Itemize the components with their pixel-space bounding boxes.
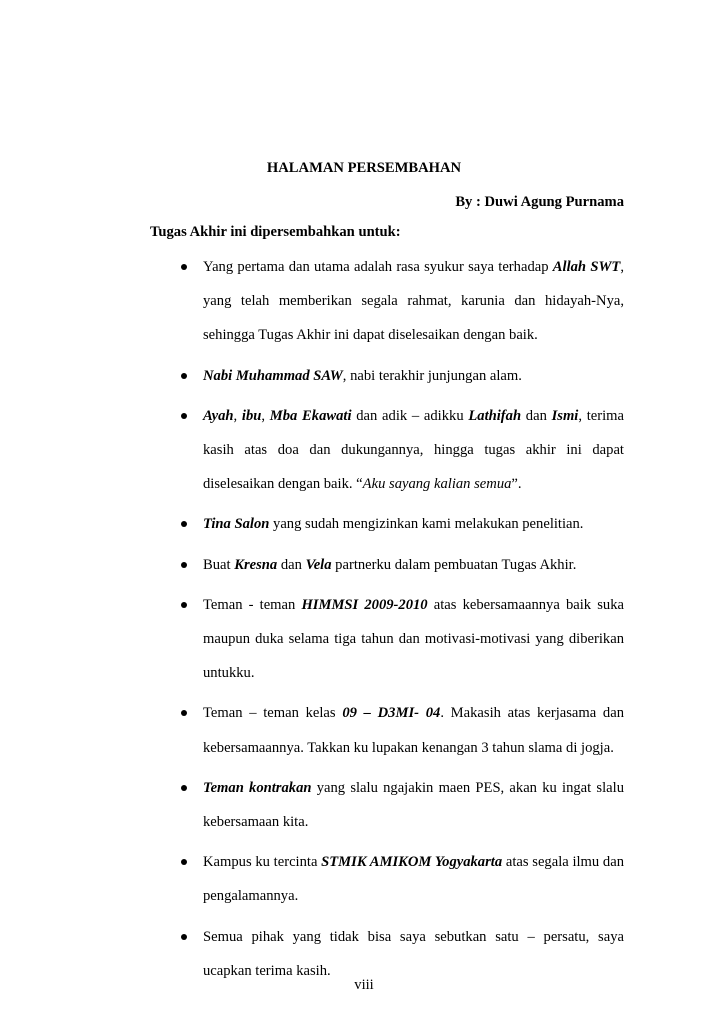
text-segment: yang sudah mengizinkan kami melakukan penelitian. — [269, 516, 584, 533]
text-segment: Teman - teman — [203, 596, 302, 613]
emphasis-text: Aku sayang kalian semua — [362, 476, 512, 493]
text-segment: , — [233, 407, 242, 424]
bullet-icon — [181, 934, 187, 940]
emphasis-text: Allah SWT — [552, 259, 621, 275]
list-item — [150, 359, 624, 393]
bullet-icon — [181, 413, 187, 419]
bullet-icon — [181, 521, 187, 527]
text-segment: ”. — [511, 476, 522, 493]
text-segment: , — [261, 407, 270, 424]
emphasis-text: ibu — [241, 407, 262, 424]
emphasis-text: Tina Salon — [203, 516, 270, 533]
list-item-text — [203, 588, 624, 691]
emphasis-text: Kresna — [234, 556, 278, 573]
text-segment: Yang pertama dan utama adalah rasa syukur saya terhadap — [203, 259, 553, 275]
text-segment: Semua pihak yang tidak bisa saya sebutkan satu – persatu, saya ucapkan terima kasih. — [203, 928, 624, 979]
text-segment: dan — [521, 407, 552, 424]
emphasis-text: Mba Ekawati — [269, 407, 352, 424]
list-item — [150, 771, 624, 839]
text-segment: dan adik – adikku — [351, 407, 469, 424]
text-segment: Buat — [203, 556, 235, 573]
emphasis-text: Vela — [305, 556, 332, 573]
emphasis-text: 09 – D3MI- 04 — [342, 705, 441, 722]
text-segment: yang slalu ngajakin maen PES, akan ku ingat slalu kebersamaan kita. — [203, 779, 624, 831]
emphasis-text: Teman kontrakan — [203, 779, 312, 796]
bullet-icon — [181, 602, 187, 608]
list-item — [150, 250, 624, 353]
bullet-icon — [181, 785, 187, 791]
bullet-icon — [181, 562, 187, 568]
list-item — [150, 399, 624, 502]
bullet-icon — [181, 859, 187, 865]
text-segment: atas segala ilmu dan pengalamannya. — [203, 854, 624, 905]
list-item-text — [203, 771, 624, 839]
bullet-icon — [181, 710, 187, 716]
list-item-text — [203, 507, 624, 541]
emphasis-text: Nabi Muhammad SAW — [203, 367, 343, 384]
list-item-text — [203, 399, 624, 502]
emphasis-text: Lathifah — [468, 407, 522, 424]
intro-heading: Tugas Akhir ini dipersembahkan untuk: — [150, 224, 401, 240]
text-segment: , terima kasih atas doa dan dukungannya, hingga tugas akhir ini dapat diselesaikan dengan baik. “ — [203, 407, 625, 493]
text-segment: Teman – teman kelas — [203, 705, 343, 722]
list-item-text — [203, 845, 624, 913]
text-segment: , nabi terakhir junjungan alam. — [342, 367, 522, 384]
bullet-icon — [181, 373, 187, 379]
bullet-icon — [181, 264, 187, 270]
emphasis-text: STMIK AMIKOM Yogyakarta — [321, 854, 503, 871]
list-item — [150, 588, 624, 691]
dedication-list — [150, 250, 624, 988]
text-segment: partnerku dalam pembuatan Tugas Akhir. — [331, 556, 577, 573]
page-number: viii — [354, 977, 374, 993]
page-title: HALAMAN PERSEMBAHAN — [266, 160, 462, 176]
list-item-text — [203, 548, 624, 582]
list-item-text — [203, 250, 624, 353]
list-item — [150, 507, 624, 541]
author-line: By : Duwi Agung Purnama — [455, 194, 624, 210]
text-segment: atas kebersamaannya baik suka maupun duka selama tiga tahun dan motivasi-motivasi yang diberikan untukku. — [203, 596, 624, 682]
text-segment: , yang telah memberikan segala rahmat, karunia dan hidayah-Nya, sehingga Tugas Akhir ini dapat diselesaikan dengan baik. — [203, 259, 624, 344]
list-item — [150, 548, 624, 582]
emphasis-text: Ismi — [551, 407, 579, 424]
list-item-text — [203, 696, 624, 764]
list-item — [150, 845, 624, 913]
list-item-text — [203, 359, 624, 393]
emphasis-text: HIMMSI 2009-2010 — [301, 596, 428, 613]
emphasis-text: Ayah — [203, 407, 234, 424]
text-segment: . Makasih atas kerjasama dan kebersamaannya. Takkan ku lupakan kenangan 3 tahun slama di jogja. — [203, 705, 624, 756]
list-item — [150, 696, 624, 764]
text-segment: Kampus ku tercinta — [203, 854, 322, 871]
text-segment: dan — [277, 556, 306, 573]
